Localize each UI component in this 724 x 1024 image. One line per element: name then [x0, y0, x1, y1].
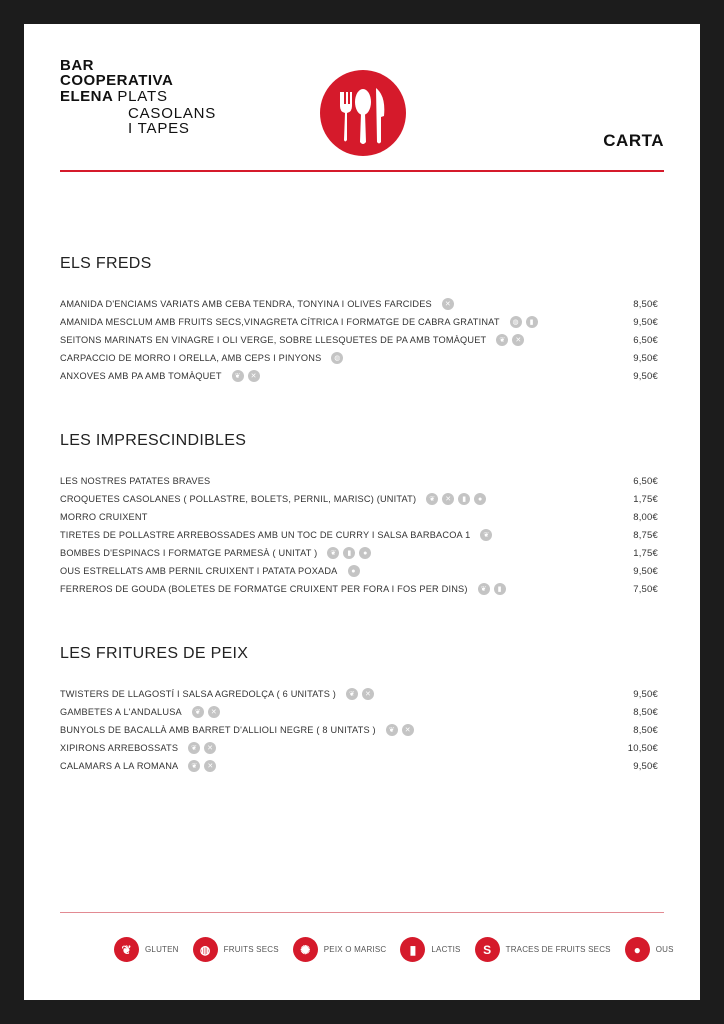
menu-item [60, 313, 664, 331]
menu-item-price: 1,75€ [633, 493, 658, 505]
allergen-icons [188, 706, 220, 718]
menu-item [60, 580, 664, 598]
gluten-icon: ❦ [232, 370, 244, 382]
menu-item-name: AMANIDA MESCLUM AMB FRUITS SECS,VINAGRETA CÍTRICA I FORMATGE DE CABRA GRATINAT [60, 317, 500, 327]
menu-item-price: 1,75€ [633, 547, 658, 559]
gluten-icon: ❦ [192, 706, 204, 718]
bottom-divider [60, 912, 664, 913]
allergen-icons [438, 298, 454, 310]
gluten-icon: ❦ [480, 529, 492, 541]
section-title: LES FRITURES DE PEIX [60, 645, 249, 662]
menu-item-price: 8,50€ [633, 298, 658, 310]
gluten-icon: ❦ [188, 760, 200, 772]
brand-sub-1: PLATS [117, 88, 168, 105]
dairy-icon: ▮ [458, 493, 470, 505]
legend-label: LACTIS [431, 945, 461, 954]
menu-item-name: CROQUETES CASOLANES ( POLLASTRE, BOLETS, PERNIL, MARISC) (UNITAT) [60, 494, 417, 504]
nuts-icon: ◍ [331, 352, 343, 364]
menu-item-price: 6,50€ [633, 475, 658, 487]
menu-item-name: TIRETES DE POLLASTRE ARREBOSSADES AMB UN TOC DE CURRY I SALSA BARBACOA 1 [60, 530, 471, 540]
dairy-icon: ▮ [494, 583, 506, 595]
dairy-icon: ▮ [400, 937, 425, 962]
fish-icon: ✕ [362, 688, 374, 700]
egg-icon: ● [359, 547, 371, 559]
menu-item [60, 295, 664, 313]
cutlery-logo-icon [320, 70, 406, 156]
menu-item-price: 10,50€ [627, 742, 658, 754]
gluten-icon: ❦ [426, 493, 438, 505]
menu-item-price: 9,50€ [633, 688, 658, 700]
fish-icon: ✕ [204, 760, 216, 772]
menu-item [60, 526, 664, 544]
menu-item [60, 721, 664, 739]
legend-item [114, 937, 179, 962]
allergen-icons [327, 352, 343, 364]
allergen-icons [184, 742, 216, 754]
brand-line-3: ELENA [60, 88, 114, 105]
page-title: CARTA [603, 131, 664, 150]
menu-item-name: BUNYOLS DE BACALLÀ AMB BARRET D'ALLIOLI NEGRE ( 8 UNITATS ) [60, 725, 376, 735]
menu-item [60, 757, 664, 775]
allergen-icons [323, 547, 371, 559]
legend-item [625, 937, 674, 962]
menu-item [60, 367, 664, 385]
menu-item-name: TWISTERS DE LLAGOSTÍ I SALSA AGREDOLÇA ( 6 UNITATS ) [60, 689, 337, 699]
dairy-icon: ▮ [343, 547, 355, 559]
menu-item [60, 685, 664, 703]
menu-item-price: 8,00€ [633, 511, 658, 523]
menu-item-price: 9,50€ [633, 352, 658, 364]
menu-item [60, 544, 664, 562]
allergen-icons [492, 334, 524, 346]
menu-item-name: FERREROS DE GOUDA (BOLETES DE FORMATGE CRUIXENT PER FORA I FOS PER DINS) [60, 584, 468, 594]
allergen-legend [114, 937, 688, 962]
allergen-icons [184, 760, 216, 772]
allergen-icons [422, 493, 486, 505]
menu-item [60, 739, 664, 757]
nuts-icon: ◍ [193, 937, 218, 962]
menu-item-name: XIPIRONS ARREBOSSATS [60, 743, 179, 753]
menu-item-name: OUS ESTRELLATS AMB PERNIL CRUIXENT I PATATA POXADA [60, 566, 338, 576]
gluten-icon: ❦ [327, 547, 339, 559]
allergen-icons [382, 724, 414, 736]
menu-item [60, 703, 664, 721]
fish-icon: ✕ [442, 493, 454, 505]
allergen-icons [474, 583, 506, 595]
allergen-icons [344, 565, 360, 577]
legend-label: FRUITS SECS [223, 945, 279, 954]
fish-icon: ✕ [248, 370, 260, 382]
menu-section [60, 645, 664, 775]
brand-block [60, 58, 216, 136]
allergen-icons [342, 688, 374, 700]
legend-label: PEIX O MARISC [323, 945, 387, 954]
menu-item-name: MORRO CRUIXENT [60, 512, 148, 522]
fish-icon: ✕ [512, 334, 524, 346]
legend-item [193, 937, 279, 962]
nuts-icon: ◍ [510, 316, 522, 328]
menu-item-price: 8,50€ [633, 724, 658, 736]
gluten-icon: ❦ [188, 742, 200, 754]
legend-item [475, 937, 611, 962]
menu-item-price: 9,50€ [633, 370, 658, 382]
brand-sub-2: CASOLANS [128, 105, 217, 122]
top-divider [60, 170, 664, 172]
fish-icon: ✕ [208, 706, 220, 718]
menu-item-price: 9,50€ [633, 316, 658, 328]
menu-item [60, 331, 664, 349]
fish-icon: ✕ [204, 742, 216, 754]
legend-item [293, 937, 387, 962]
allergen-icons [476, 529, 492, 541]
brand-sub-3: I TAPES [128, 120, 190, 137]
menu-item-name: SEITONS MARINATS EN VINAGRE I OLI VERGE, SOBRE LLESQUETES DE PA AMB TOMÀQUET [60, 335, 487, 345]
gluten-icon: ❦ [386, 724, 398, 736]
menu-item-price: 8,50€ [633, 706, 658, 718]
egg-icon: ● [348, 565, 360, 577]
menu-item-name: LES NOSTRES PATATES BRAVES [60, 476, 211, 486]
legend-item [400, 937, 460, 962]
menu-item [60, 490, 664, 508]
menu-item-price: 9,50€ [633, 565, 658, 577]
dairy-icon: ▮ [526, 316, 538, 328]
menu-item-name: AMANIDA D'ENCIAMS VARIATS AMB CEBA TENDRA, TONYINA I OLIVES FARCIDES [60, 299, 432, 309]
gluten-icon: ❦ [114, 937, 139, 962]
brand-line-2: COOPERATIVA [60, 72, 174, 89]
allergen-icons [506, 316, 538, 328]
egg-icon: ● [474, 493, 486, 505]
fish-icon: ✕ [442, 298, 454, 310]
menu-item-name: BOMBES D'ESPINACS I FORMATGE PARMESÀ ( UNITAT ) [60, 548, 318, 558]
menu-sheet [24, 24, 700, 1000]
section-title: ELS FREDS [60, 255, 152, 272]
menu-item-price: 9,50€ [633, 760, 658, 772]
menu-item-price: 8,75€ [633, 529, 658, 541]
menu-section [60, 432, 664, 598]
menu-item [60, 472, 664, 490]
allergen-icons [228, 370, 260, 382]
fish-icon: ✕ [402, 724, 414, 736]
menu-item [60, 562, 664, 580]
legend-label: GLUTEN [145, 945, 179, 954]
menu-section [60, 255, 664, 385]
brand-line-1: BAR [60, 57, 94, 74]
gluten-icon: ❦ [496, 334, 508, 346]
menu-item [60, 349, 664, 367]
traces-icon: S [475, 937, 500, 962]
menu-item-price: 6,50€ [633, 334, 658, 346]
menu-item-name: CALAMARS A LA ROMANA [60, 761, 179, 771]
menu-item-name: CARPACCIO DE MORRO I ORELLA, AMB CEPS I PINYONS [60, 353, 322, 363]
legend-label: TRACES DE FRUITS SECS [505, 945, 611, 954]
legend-label: OUS [655, 945, 674, 954]
gluten-icon: ❦ [478, 583, 490, 595]
menu-item [60, 508, 664, 526]
menu-item-price: 7,50€ [633, 583, 658, 595]
crab-icon: ✺ [293, 937, 318, 962]
menu-item-name: ANXOVES AMB PA AMB TOMÀQUET [60, 371, 222, 381]
section-title: LES IMPRESCINDIBLES [60, 432, 247, 449]
gluten-icon: ❦ [346, 688, 358, 700]
egg-icon: ● [625, 937, 650, 962]
menu-item-name: GAMBETES A L'ANDALUSA [60, 707, 182, 717]
